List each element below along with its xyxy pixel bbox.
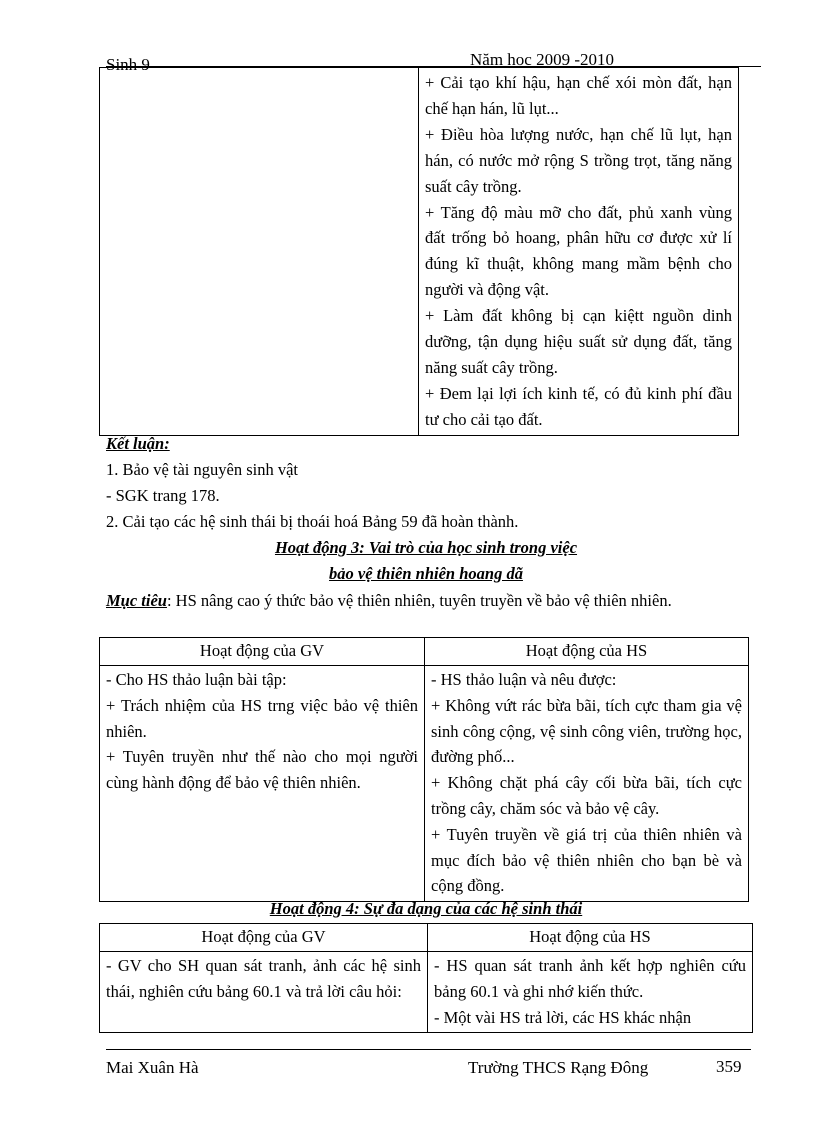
hs-cell (425, 666, 749, 902)
column-header-hs: Hoạt động của HS (428, 924, 753, 952)
goal-label: Mục tiêu (106, 591, 167, 610)
cell-paragraph: + Trách nhiệm của HS trng việc bảo vệ thiên nhiên. (106, 695, 418, 741)
conclusion-title: Kết luận: (106, 434, 170, 453)
cell-paragraph: + Không vứt rác bừa bãi, tích cực tham gia vệ sinh công cộng, vệ sinh công viên, trường học, đường phố... (431, 695, 742, 767)
footer-divider (106, 1049, 751, 1050)
gv-cell (100, 952, 428, 1033)
conclusion-line: 2. Cải tạo các hệ sinh thái bị thoái hoá Bảng 59 đã hoàn thành. (106, 512, 519, 531)
page-number: 359 (716, 1057, 742, 1076)
activity3-table (99, 637, 749, 902)
table-continued-left-cell (100, 68, 419, 436)
cell-paragraph: + Đem lại lợi ích kinh tế, có đủ kinh phí đầu tư cho cải tạo đất. (425, 383, 732, 429)
cell-paragraph: - HS thảo luận và nêu được: (431, 670, 617, 689)
cell-paragraph: - Một vài HS trả lời, các HS khác nhận (434, 1007, 692, 1027)
cell-paragraph: - GV cho SH quan sát tranh, ảnh các hệ sinh thái, nghiên cứu bảng 60.1 và trả lời câu hỏi: (106, 956, 421, 1001)
activity3-title-line2: bảo vệ thiên nhiên hoang dã (329, 564, 523, 583)
footer-author: Mai Xuân Hà (106, 1058, 199, 1077)
header-subject: Sinh 9 (106, 55, 150, 74)
activity4-title: Hoạt động 4: Sự đa dạng của các hệ sinh thái (269, 899, 583, 918)
header-school-year: Năm học 2009 -2010 (470, 50, 615, 69)
activity3-goal (106, 589, 746, 613)
footer-school: Trường THCS Rạng Đông (468, 1058, 649, 1077)
cell-paragraph: + Tuyên truyền như thế nào cho mọi người cùng hành động để bảo vệ thiên nhiên. (106, 747, 418, 793)
activity4-table (99, 923, 753, 1033)
cell-paragraph: + Cải tạo khí hậu, hạn chế xói mòn đất, hạn chế hạn hán, lũ lụt... (425, 73, 732, 118)
column-header-gv: Hoạt động của GV (100, 638, 425, 666)
column-header-hs: Hoạt động của HS (425, 638, 749, 666)
cell-paragraph: + Điều hòa lượng nước, hạn chế lũ lụt, hạn hán, có nước mở rộng S trồng trọt, tăng năng suất cây trồng. (425, 124, 732, 196)
hs-cell (428, 952, 753, 1033)
conclusion-line: - SGK trang 178. (106, 486, 220, 505)
table-continued-right-cell (419, 68, 739, 436)
cell-paragraph: + Không chặt phá cây cối bừa bãi, tích cực trồng cây, chăm sóc và bảo vệ cây. (431, 773, 742, 818)
table-continued (99, 67, 739, 436)
gv-cell (100, 666, 425, 902)
cell-paragraph: + Làm đất không bị cạn kiệtt nguồn dinh dưỡng, tận dụng hiệu suất sử dụng đất, tăng năng suất cây trồng. (425, 306, 732, 377)
cell-paragraph: - Cho HS thảo luận bài tập: (106, 670, 287, 689)
cell-paragraph: + Tăng độ màu mỡ cho đất, phủ xanh vùng đất trống bỏ hoang, phân hữu cơ được xử lí đúng kĩ thuật, không mang mầm bệnh cho người và động vật. (425, 202, 732, 300)
cell-paragraph: + Tuyên truyền về giá trị của thiên nhiên và mục đích bảo vệ thiên nhiên cho bạn bè và cộng đồng. (431, 824, 742, 896)
conclusion-line: 1. Bảo vệ tài nguyên sinh vật (106, 460, 299, 479)
column-header-gv: Hoạt động của GV (100, 924, 428, 952)
goal-text: : HS nâng cao ý thức bảo vệ thiên nhiên, tuyên truyền về bảo vệ thiên nhiên. (166, 591, 672, 610)
activity3-title-line1: Hoạt động 3: Vai trò của học sinh trong việc (274, 538, 578, 557)
cell-paragraph: - HS quan sát tranh ảnh kết hợp nghiên cứu bảng 60.1 và ghi nhớ kiến thức. (434, 956, 746, 1001)
